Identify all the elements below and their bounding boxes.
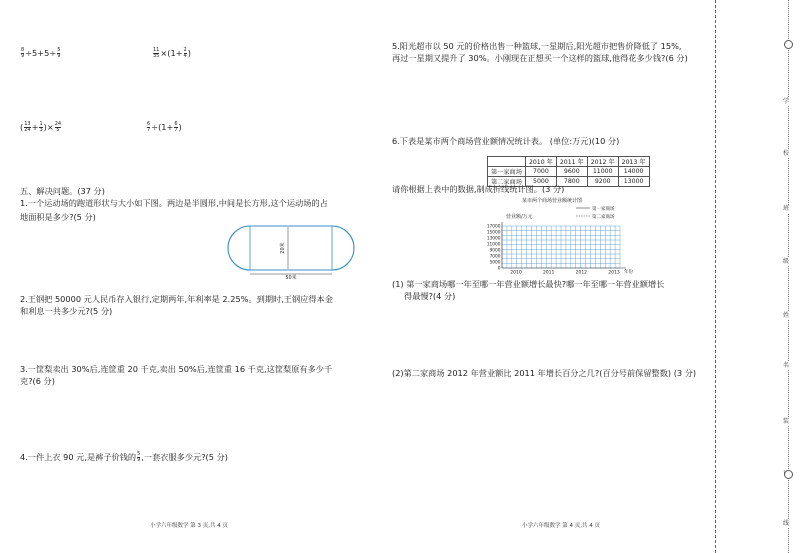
- table-cell: 第一家商场: [488, 167, 526, 177]
- operator-text: +: [31, 122, 39, 132]
- fraction: $\frac{1}{3}$: [39, 121, 43, 133]
- question-4-text-end: ,一套衣服多少元?(5 分): [141, 452, 228, 462]
- fraction: $\frac{5}{9}$: [57, 47, 61, 59]
- question-5-line-1: 5.阳光超市以 50 元的价格出售一种篮球,一星期后,阳光超市把售价降低了 15%,: [392, 41, 682, 51]
- table-cell: 11000: [587, 167, 618, 177]
- binding-label: 线: [783, 520, 790, 527]
- number-text: 1: [161, 122, 167, 132]
- paren-open: (: [20, 122, 24, 132]
- fraction: $\frac{2}{4}$: [183, 47, 187, 59]
- section-title: 五、解决问题。(37 分): [20, 186, 105, 196]
- y-tick-label: 5000: [489, 260, 501, 266]
- table-header-row: [488, 157, 650, 167]
- paren-open: (: [158, 122, 162, 132]
- question-3-line-1: 3.一筐梨卖出 30%后,连筐重 20 千克,卖出 50%后,连筐重 16 千克,这筐梨原有多少千: [20, 364, 333, 374]
- binding-label: 级: [783, 258, 790, 265]
- y-tick-label: 0: [497, 266, 501, 272]
- y-tick-label: 13000: [486, 236, 501, 242]
- table-header-cell: 2012 年: [587, 157, 618, 167]
- question-4: [20, 452, 228, 463]
- y-tick-labels: [487, 224, 501, 272]
- y-tick-label: 15000: [486, 230, 501, 236]
- fraction: $\frac{6}{7}$: [174, 121, 178, 133]
- binding-label: 校: [783, 150, 790, 157]
- fraction: $\frac{24}{5}$: [54, 121, 62, 133]
- running-track-diagram: [226, 224, 356, 280]
- binding-hole-icon: [784, 40, 793, 49]
- x-tick-label: 2011: [542, 270, 555, 276]
- x-axis-label: 年份: [624, 270, 633, 275]
- operator-text: +: [175, 48, 183, 58]
- chart-title: 某市两个商场营业额统计图: [521, 198, 583, 204]
- table-cell: 14000: [618, 167, 649, 177]
- chart-grid: [502, 222, 626, 268]
- calc-item-3: [20, 122, 62, 133]
- table-cell: 9600: [556, 167, 587, 177]
- question-6-sub-1-line-1: (1) 第一家商场哪一年至哪一年营业额增长最快?哪一年至哪一年营业额增长: [392, 279, 665, 289]
- table-cell: 7800: [556, 177, 587, 187]
- chart-legend: [576, 205, 615, 220]
- fraction: $\frac{6}{7}$: [147, 121, 151, 133]
- legend-label-first: 第一家商场: [592, 207, 615, 212]
- table-row: [488, 167, 650, 177]
- page-footer-right: 小学六年级数学 第 4 页,共 4 页: [522, 523, 600, 529]
- x-tick-labels: [510, 270, 620, 276]
- height-label: 20米: [280, 242, 286, 254]
- operator-text: +: [166, 122, 174, 132]
- x-tick-label: 2013: [608, 270, 620, 276]
- fraction: $\frac{8}{9}$: [21, 47, 25, 59]
- table-cell: 第二家商场: [488, 177, 526, 187]
- sales-table: [487, 156, 650, 187]
- question-6-sub-2: (2)第二家商场 2012 年营业额比 2011 年增长百分之几?(百分号前保留整数) (3 分): [392, 368, 697, 378]
- question-6-title: 6.下表是某市两个商场营业额情况统计表。 (单位:万元)(10 分): [392, 136, 620, 146]
- track-outline: [228, 226, 354, 270]
- page-footer-left: 小学六年级数学 第 3 页,共 4 页: [150, 523, 228, 529]
- fraction: $\frac{13}{24}$: [24, 121, 31, 133]
- line-chart-grid: [478, 196, 638, 278]
- paren-open: (: [167, 48, 171, 58]
- length-label: 50米: [285, 275, 297, 280]
- table-cell: 5000: [525, 177, 556, 187]
- question-3-line-2: 克?(6 分): [20, 376, 55, 386]
- table-cell: 7000: [525, 167, 556, 177]
- fraction: $\frac{5}{9}$: [137, 451, 141, 463]
- operator-text: ÷: [151, 122, 159, 132]
- y-tick-label: 17000: [486, 224, 501, 230]
- binding-line: [715, 0, 716, 553]
- y-tick-label: 9000: [489, 248, 501, 254]
- table-header-cell: 2010 年: [525, 157, 556, 167]
- question-4-text: 4.一件上衣 90 元,是裤子价钱的: [20, 452, 137, 462]
- table-cell: 13000: [618, 177, 649, 187]
- question-6-sub-1-line-2: 得最慢?(4 分): [404, 291, 456, 301]
- table-cell: 9200: [587, 177, 618, 187]
- paren-close: ): [187, 48, 191, 58]
- y-axis-label: 营业额/万元: [506, 214, 533, 220]
- calc-item-1: [20, 48, 61, 59]
- x-tick-label: 2012: [575, 270, 588, 276]
- operator-text: ×: [160, 48, 168, 58]
- binding-label: 学: [783, 98, 790, 105]
- question-1-line-1: 1.一个运动场的跑道形状与大小如下图。两边是半圆形,中间是长方形,这个运动场的占: [20, 198, 328, 208]
- question-2-line-1: 2.王钢把 50000 元人民币存入银行,定期两年,年利率是 2.25%。到期时,王钢应得本金: [20, 294, 333, 304]
- fraction: $\frac{11}{35}$: [153, 47, 160, 59]
- binding-label: 装: [783, 418, 790, 425]
- binding-hole-icon: [784, 470, 793, 479]
- x-tick-label: 2010: [510, 270, 522, 276]
- question-2-line-2: 和利息一共多少元?(5 分): [20, 306, 113, 316]
- binding-label: 班: [783, 205, 790, 212]
- operator-text: ÷5+5÷: [25, 48, 57, 58]
- paren-close: ): [178, 122, 182, 132]
- calc-item-4: [146, 122, 182, 133]
- calc-item-2: [152, 48, 191, 59]
- number-text: 1: [170, 48, 176, 58]
- binding-label: 名: [783, 362, 790, 369]
- question-5-line-2: 再过一星期又提升了 30%。小刚现在正想买一个这样的篮球,他得花多少钱?(6 分): [392, 53, 688, 63]
- binding-label: 姓: [783, 312, 790, 319]
- y-tick-label: 11000: [486, 242, 501, 248]
- table-header-cell: 2013 年: [618, 157, 649, 167]
- paren-close: )×: [43, 122, 54, 132]
- table-header-cell: [488, 157, 526, 167]
- question-6-instruction: 请你根据上表中的数据,制成折线统计图。(3 分): [392, 184, 565, 194]
- question-1-line-2: 地面积是多少?(5 分): [20, 212, 96, 222]
- legend-label-second: 第二家商场: [592, 215, 615, 220]
- y-tick-label: 7000: [489, 254, 501, 260]
- table-header-cell: 2011 年: [556, 157, 587, 167]
